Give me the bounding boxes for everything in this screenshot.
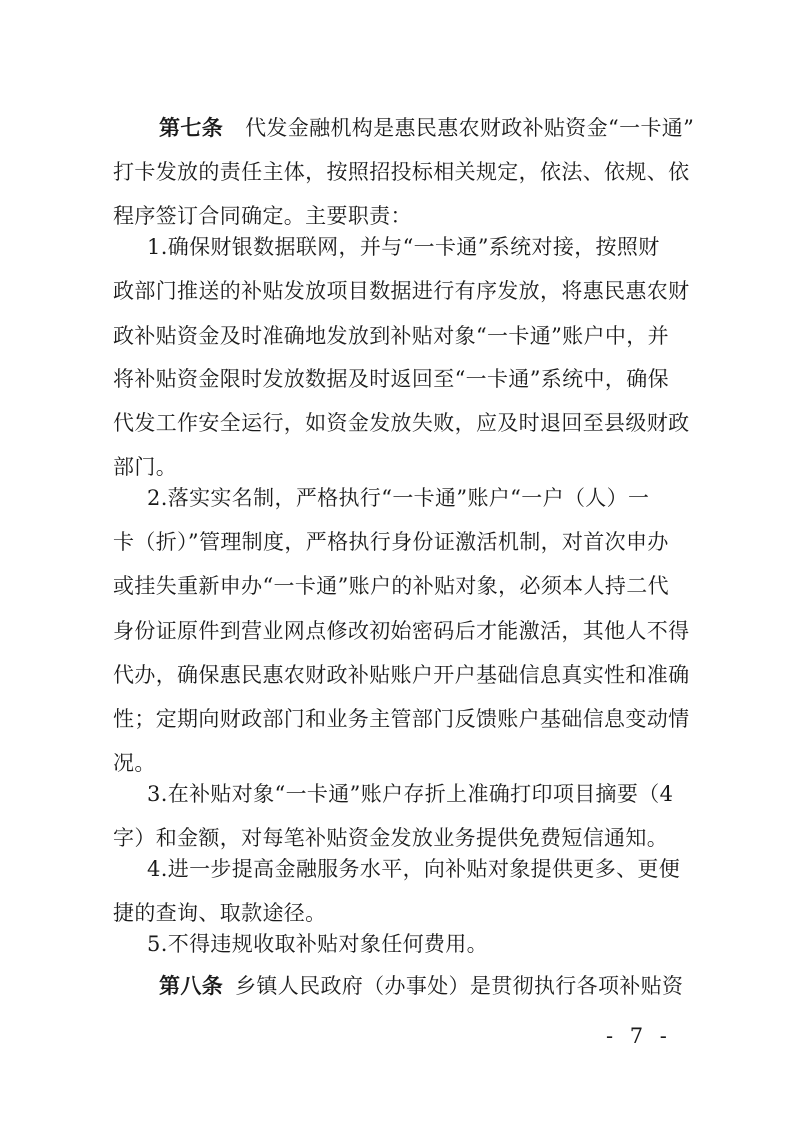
text-line: 或挂失重新申办“一卡通”账户的补贴对象，必须本人持二代 — [113, 574, 669, 598]
text-line: 代办，确保惠民惠农财政补贴账户开户基础信息真实性和准确 — [113, 663, 690, 687]
article-7-text: 代发金融机构是惠民惠农财政补贴资金“一卡通” — [245, 116, 695, 140]
item-4-line-1: 4.进一步提高金融服务水平，向补贴对象提供更多、更便 — [147, 857, 681, 881]
text-line: 政补贴资金及时准确地发放到补贴对象“一卡通”账户中，并 — [113, 324, 669, 348]
text-line: 打卡发放的责任主体，按照招投标相关规定，依法、依规、依 — [113, 160, 690, 184]
text-line: 捷的查询、取款途径。 — [113, 901, 327, 925]
item-1-line-1: 1.确保财银数据联网，并与“一卡通”系统对接，按照财 — [147, 235, 660, 259]
text-line: 身份证原件到营业网点修改初始密码后才能激活，其他人不得 — [113, 619, 690, 643]
text-line: 程序签订合同确定。主要职责： — [113, 204, 412, 228]
item-5-line-1: 5.不得违规收取补贴对象任何费用。 — [147, 932, 488, 956]
text-line: 性；定期向财政部门和业务主管部门反馈账户基础信息变动情 — [113, 707, 690, 731]
text-line: 代发工作安全运行，如资金发放失败，应及时退回至县级财政 — [113, 411, 690, 435]
text-line: 字）和金额，对每笔补贴资金发放业务提供免费短信通知。 — [113, 826, 669, 850]
article-8-text: 乡镇人民政府（办事处）是贯彻执行各项补贴资 — [235, 974, 684, 998]
article-8-heading: 第八条 — [159, 973, 224, 998]
item-3-line-1: 3.在补贴对象“一卡通”账户存折上准确打印项目摘要（4 — [147, 782, 674, 806]
paragraph-article-8-line-1 — [159, 971, 683, 1001]
text-line: 部门。 — [113, 455, 178, 479]
paragraph-article-7-line-1 — [159, 113, 694, 143]
text-line: 政部门推送的补贴发放项目数据进行有序发放，将惠民惠农财 — [113, 279, 690, 303]
page-number: - 7 - — [606, 1024, 672, 1048]
text-line: 卡（折）”管理制度，严格执行身份证激活机制，对首次申办 — [113, 530, 669, 554]
text-line: 况。 — [113, 751, 156, 775]
article-7-heading: 第七条 — [159, 115, 224, 140]
item-2-line-1: 2.落实实名制，严格执行“一卡通”账户“一户（人）一 — [147, 486, 650, 510]
text-line: 将补贴资金限时发放数据及时返回至“一卡通”系统中，确保 — [113, 367, 669, 391]
